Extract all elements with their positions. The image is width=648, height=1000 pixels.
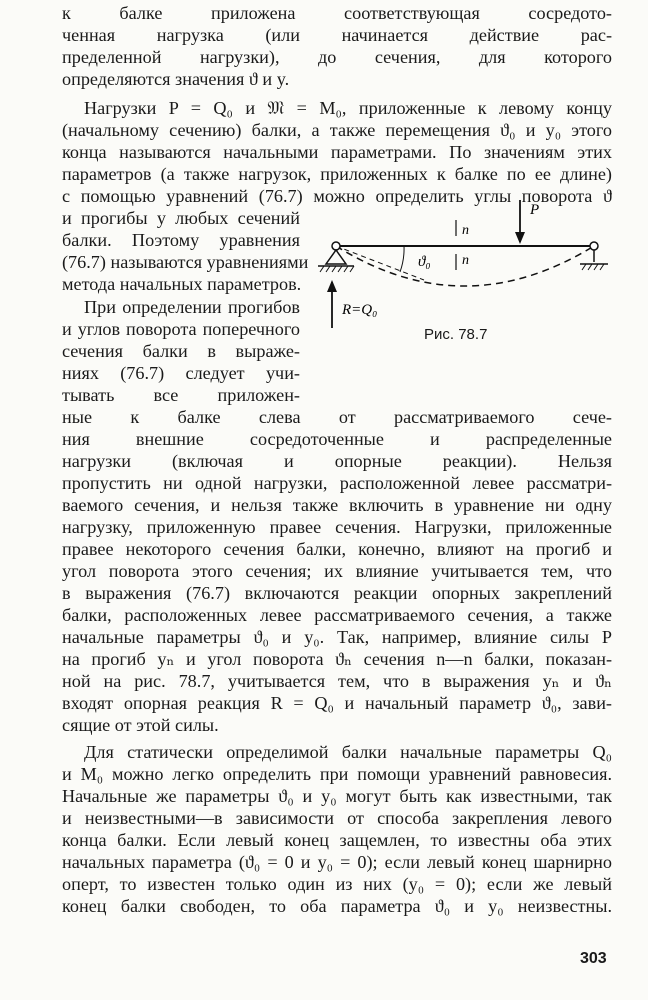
text-line: ваемого сечения, и нельзя также включить в уравнение ни одну <box>62 495 612 515</box>
text-line: и прогибы y любых сечений <box>62 208 300 228</box>
text-line: конец балки свободен, то оба параметра ϑ₀ и y₀ неизвестны. <box>62 896 612 916</box>
text-line: Для статически определимой балки начальные параметры Q₀ <box>84 742 612 762</box>
left-support <box>326 250 346 264</box>
text-line: и неизвестными—в зависимости от способа закрепления левого <box>62 808 612 828</box>
text-line: (начальному сечению) балки, а также перемещения ϑ₀ и y₀ этого <box>62 120 612 140</box>
tangent-line <box>336 246 424 280</box>
text-line: оперт, то известен только один из них (y₀ = 0); если же левый <box>62 874 612 894</box>
text-line: и M₀ можно легко определить при помощи уравнений равновесия. <box>62 764 612 784</box>
text-line: в выражения (76.7) включаются реакции опорных закреплений <box>62 583 612 603</box>
text-line: метода начальных параметров. <box>62 274 302 294</box>
text-line: сящие от этой силы. <box>62 715 219 735</box>
text-line: (76.7) называются уравнениями <box>62 252 309 272</box>
text-line: и углов поворота поперечного <box>62 319 300 339</box>
text-line: правее некоторого сечения балки, конечно, влияют на прогиб и <box>62 539 612 559</box>
text-line: начальных параметра (ϑ₀ = 0 и y₀ = 0); если левый конец шарнирно <box>62 852 612 872</box>
text-line: пределенной нагрузки), до сечения, для которого <box>62 47 612 67</box>
text-line: ниях (76.7) следует учи- <box>62 363 300 383</box>
text-line: к балке приложена соответствующая сосредото- <box>62 3 612 23</box>
label-theta: ϑ₀ <box>418 254 431 270</box>
text-line: нагрузки (включая и опорные реакции). Нельзя <box>62 451 612 471</box>
text-line: нагрузку, приложенную правее сечения. Нагрузки, приложенные <box>62 517 612 537</box>
text-line: определяются значения ϑ и y. <box>62 69 290 89</box>
text-line: угол поворота этого сечения; их влияние учитывается тем, что <box>62 561 612 581</box>
text-line: Нагрузки P = Q₀ и 𝔐 = M₀, приложенные к левому концу <box>84 98 612 118</box>
label-n-top: n <box>462 223 469 238</box>
figure-caption: Рис. 78.7 <box>424 326 488 343</box>
text-line: балки. Поэтому уравнения <box>62 230 300 250</box>
text-line: ные к балке слева от рассматриваемого сече- <box>62 407 612 427</box>
text-line: пропустить ни одной нагрузки, расположенной левее рассматри- <box>62 473 612 493</box>
label-n-bottom: n <box>462 253 469 268</box>
text-line: ния внешние сосредоточенные и распределенные <box>62 429 612 449</box>
text-line: При определении прогибов <box>84 297 300 317</box>
text-line: на прогиб yₙ и угол поворота ϑₙ сечения n—n балки, показан- <box>62 649 612 669</box>
text-line: конца балки. Если левый конец защемлен, то известны оба этих <box>62 830 612 850</box>
text-line: входят опорная реакция R = Q₀ и начальный параметр ϑ₀, зави- <box>62 693 612 713</box>
label-p: P <box>530 202 540 218</box>
text-line: тывать все приложен- <box>62 385 300 405</box>
text-line: Начальные же параметры ϑ₀ и y₀ могут быть как известными, так <box>62 786 612 806</box>
text-line: балки, расположенных левее рассматриваемого сечения, а также <box>62 605 612 625</box>
theta-arc <box>400 246 404 272</box>
text-line: ченная нагрузка (или начинается действие рас- <box>62 25 612 45</box>
text-line: сечения балки в выраже- <box>62 341 300 361</box>
text-line: ной на рис. 78.7, учитывается тем, что в выражения yₙ и ϑₙ <box>62 671 612 691</box>
text-line: конца называются начальными параметрами. По значениям этих <box>62 142 612 162</box>
text-line: параметров (а также нагрузок, приложенных к балке по ее длине) <box>62 164 612 184</box>
label-r: R=Q₀ <box>342 302 378 318</box>
text-line: начальные параметры ϑ₀ и y₀. Так, например, влияние силы P <box>62 627 612 647</box>
text-line: с помощью уравнений (76.7) можно определить углы поворота ϑ <box>62 186 612 206</box>
page-number: 303 <box>580 950 607 967</box>
